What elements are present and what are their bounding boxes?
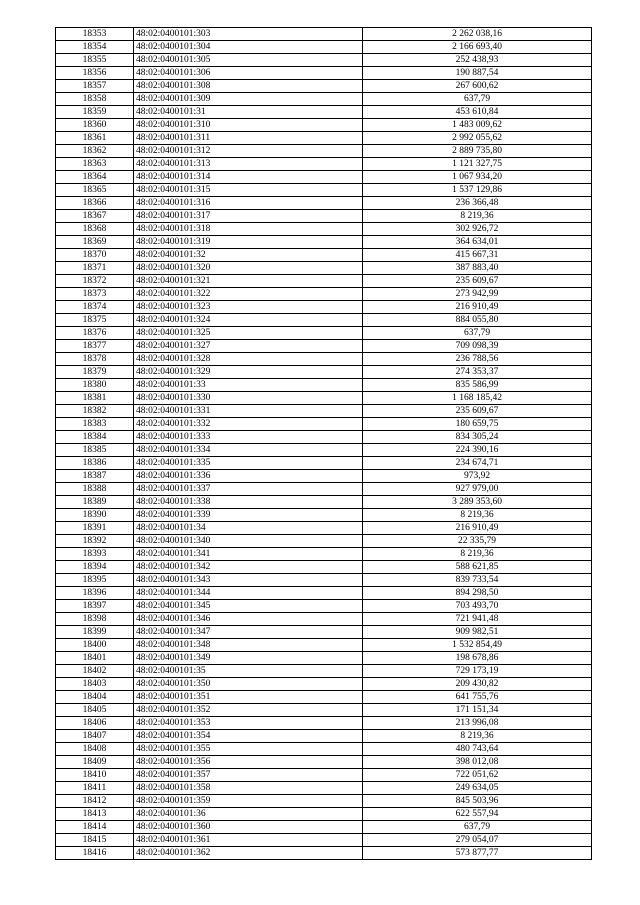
- cadastral-value: 2 992 055,62: [363, 132, 592, 145]
- table-row: [56, 496, 592, 509]
- table-row: [56, 444, 592, 457]
- cadastral-value-table: [55, 27, 592, 860]
- cadastral-value: 236 366,48: [363, 197, 592, 210]
- cadastral-number: 48:02:0400101:316: [134, 197, 363, 210]
- cadastral-number: 48:02:0400101:351: [134, 691, 363, 704]
- cadastral-number: 48:02:0400101:306: [134, 67, 363, 80]
- cadastral-value: 729 173,19: [363, 665, 592, 678]
- table-row: [56, 353, 592, 366]
- table-row: [56, 41, 592, 54]
- cadastral-value: 1 168 185,42: [363, 392, 592, 405]
- cadastral-number: 48:02:0400101:325: [134, 327, 363, 340]
- cadastral-value: 267 600,62: [363, 80, 592, 93]
- cadastral-number: 48:02:0400101:333: [134, 431, 363, 444]
- table-row: [56, 691, 592, 704]
- cadastral-number: 48:02:0400101:340: [134, 535, 363, 548]
- cadastral-number: 48:02:0400101:338: [134, 496, 363, 509]
- cadastral-value: 894 298,50: [363, 587, 592, 600]
- table-row: [56, 28, 592, 41]
- row-number: 18371: [56, 262, 134, 275]
- cadastral-value: 216 910,49: [363, 522, 592, 535]
- cadastral-value: 637,79: [363, 93, 592, 106]
- cadastral-value: 453 610,84: [363, 106, 592, 119]
- row-number: 18378: [56, 353, 134, 366]
- row-number: 18355: [56, 54, 134, 67]
- row-number: 18414: [56, 821, 134, 834]
- row-number: 18416: [56, 847, 134, 860]
- row-number: 18402: [56, 665, 134, 678]
- cadastral-number: 48:02:0400101:348: [134, 639, 363, 652]
- cadastral-value: 364 634,01: [363, 236, 592, 249]
- row-number: 18375: [56, 314, 134, 327]
- cadastral-value: 180 659,75: [363, 418, 592, 431]
- cadastral-number: 48:02:0400101:330: [134, 392, 363, 405]
- row-number: 18354: [56, 41, 134, 54]
- row-number: 18410: [56, 769, 134, 782]
- row-number: 18358: [56, 93, 134, 106]
- row-number: 18361: [56, 132, 134, 145]
- cadastral-value: 224 390,16: [363, 444, 592, 457]
- cadastral-value: 637,79: [363, 327, 592, 340]
- cadastral-value: 8 219,36: [363, 730, 592, 743]
- cadastral-number: 48:02:0400101:31: [134, 106, 363, 119]
- table-row: [56, 808, 592, 821]
- cadastral-value: 209 430,82: [363, 678, 592, 691]
- cadastral-number: 48:02:0400101:358: [134, 782, 363, 795]
- table-row: [56, 119, 592, 132]
- row-number: 18408: [56, 743, 134, 756]
- cadastral-value: 216 910,49: [363, 301, 592, 314]
- cadastral-value: 249 634,05: [363, 782, 592, 795]
- table-row: [56, 834, 592, 847]
- row-number: 18406: [56, 717, 134, 730]
- cadastral-value: 637,79: [363, 821, 592, 834]
- cadastral-number: 48:02:0400101:336: [134, 470, 363, 483]
- table-row: [56, 613, 592, 626]
- table-row: [56, 730, 592, 743]
- table-row: [56, 158, 592, 171]
- cadastral-value: 273 942,99: [363, 288, 592, 301]
- cadastral-value: 398 012,08: [363, 756, 592, 769]
- cadastral-value: 279 054,07: [363, 834, 592, 847]
- cadastral-number: 48:02:0400101:312: [134, 145, 363, 158]
- row-number: 18368: [56, 223, 134, 236]
- cadastral-number: 48:02:0400101:341: [134, 548, 363, 561]
- row-number: 18362: [56, 145, 134, 158]
- table-row: [56, 392, 592, 405]
- cadastral-number: 48:02:0400101:345: [134, 600, 363, 613]
- cadastral-number: 48:02:0400101:331: [134, 405, 363, 418]
- row-number: 18401: [56, 652, 134, 665]
- row-number: 18382: [56, 405, 134, 418]
- row-number: 18363: [56, 158, 134, 171]
- cadastral-value: 252 438,93: [363, 54, 592, 67]
- row-number: 18409: [56, 756, 134, 769]
- cadastral-number: 48:02:0400101:35: [134, 665, 363, 678]
- cadastral-number: 48:02:0400101:350: [134, 678, 363, 691]
- cadastral-number: 48:02:0400101:313: [134, 158, 363, 171]
- cadastral-number: 48:02:0400101:315: [134, 184, 363, 197]
- table-row: [56, 262, 592, 275]
- cadastral-number: 48:02:0400101:322: [134, 288, 363, 301]
- cadastral-value: 235 609,67: [363, 275, 592, 288]
- cadastral-number: 48:02:0400101:337: [134, 483, 363, 496]
- cadastral-value: 213 996,08: [363, 717, 592, 730]
- row-number: 18405: [56, 704, 134, 717]
- cadastral-value: 190 887,54: [363, 67, 592, 80]
- cadastral-number: 48:02:0400101:352: [134, 704, 363, 717]
- row-number: 18404: [56, 691, 134, 704]
- row-number: 18373: [56, 288, 134, 301]
- cadastral-value: 1 483 009,62: [363, 119, 592, 132]
- table-row: [56, 67, 592, 80]
- row-number: 18385: [56, 444, 134, 457]
- cadastral-value: 641 755,76: [363, 691, 592, 704]
- cadastral-value: 1 121 327,75: [363, 158, 592, 171]
- cadastral-value: 1 537 129,86: [363, 184, 592, 197]
- row-number: 18353: [56, 28, 134, 41]
- table-row: [56, 236, 592, 249]
- cadastral-number: 48:02:0400101:311: [134, 132, 363, 145]
- table-body: [56, 28, 592, 860]
- cadastral-number: 48:02:0400101:34: [134, 522, 363, 535]
- cadastral-value: 1 067 934,20: [363, 171, 592, 184]
- cadastral-number: 48:02:0400101:32: [134, 249, 363, 262]
- row-number: 18379: [56, 366, 134, 379]
- row-number: 18387: [56, 470, 134, 483]
- table-row: [56, 561, 592, 574]
- cadastral-number: 48:02:0400101:318: [134, 223, 363, 236]
- table-row: [56, 743, 592, 756]
- cadastral-value: 573 877,77: [363, 847, 592, 860]
- table-row: [56, 327, 592, 340]
- row-number: 18356: [56, 67, 134, 80]
- cadastral-value: 8 219,36: [363, 509, 592, 522]
- table-row: [56, 54, 592, 67]
- table-row: [56, 587, 592, 600]
- table-row: [56, 769, 592, 782]
- cadastral-number: 48:02:0400101:303: [134, 28, 363, 41]
- cadastral-number: 48:02:0400101:335: [134, 457, 363, 470]
- table-row: [56, 483, 592, 496]
- cadastral-number: 48:02:0400101:314: [134, 171, 363, 184]
- table-row: [56, 132, 592, 145]
- cadastral-number: 48:02:0400101:357: [134, 769, 363, 782]
- row-number: 18394: [56, 561, 134, 574]
- row-number: 18395: [56, 574, 134, 587]
- cadastral-value: 1 532 854,49: [363, 639, 592, 652]
- cadastral-value: 22 335,79: [363, 535, 592, 548]
- row-number: 18364: [56, 171, 134, 184]
- cadastral-number: 48:02:0400101:319: [134, 236, 363, 249]
- row-number: 18380: [56, 379, 134, 392]
- cadastral-value: 236 788,56: [363, 353, 592, 366]
- cadastral-number: 48:02:0400101:329: [134, 366, 363, 379]
- table-row: [56, 301, 592, 314]
- row-number: 18376: [56, 327, 134, 340]
- row-number: 18390: [56, 509, 134, 522]
- cadastral-value: 834 305,24: [363, 431, 592, 444]
- table-row: [56, 210, 592, 223]
- row-number: 18370: [56, 249, 134, 262]
- row-number: 18374: [56, 301, 134, 314]
- table-row: [56, 340, 592, 353]
- table-row: [56, 717, 592, 730]
- cadastral-value: 927 979,00: [363, 483, 592, 496]
- table-row: [56, 600, 592, 613]
- table-row: [56, 704, 592, 717]
- row-number: 18412: [56, 795, 134, 808]
- cadastral-value: 2 262 038,16: [363, 28, 592, 41]
- table-row: [56, 223, 592, 236]
- cadastral-number: 48:02:0400101:344: [134, 587, 363, 600]
- cadastral-value: 845 503,96: [363, 795, 592, 808]
- cadastral-value: 387 883,40: [363, 262, 592, 275]
- table-row: [56, 93, 592, 106]
- row-number: 18384: [56, 431, 134, 444]
- table-row: [56, 197, 592, 210]
- cadastral-number: 48:02:0400101:305: [134, 54, 363, 67]
- cadastral-value: 234 674,71: [363, 457, 592, 470]
- cadastral-value: 721 941,48: [363, 613, 592, 626]
- cadastral-number: 48:02:0400101:334: [134, 444, 363, 457]
- row-number: 18389: [56, 496, 134, 509]
- cadastral-number: 48:02:0400101:339: [134, 509, 363, 522]
- cadastral-number: 48:02:0400101:359: [134, 795, 363, 808]
- cadastral-number: 48:02:0400101:360: [134, 821, 363, 834]
- table-row: [56, 782, 592, 795]
- table-row: [56, 405, 592, 418]
- table-row: [56, 665, 592, 678]
- table-row: [56, 249, 592, 262]
- cadastral-value: 415 667,31: [363, 249, 592, 262]
- table-row: [56, 626, 592, 639]
- cadastral-number: 48:02:0400101:327: [134, 340, 363, 353]
- cadastral-number: 48:02:0400101:332: [134, 418, 363, 431]
- cadastral-value: 884 055,80: [363, 314, 592, 327]
- row-number: 18386: [56, 457, 134, 470]
- table-row: [56, 314, 592, 327]
- row-number: 18396: [56, 587, 134, 600]
- cadastral-value: 839 733,54: [363, 574, 592, 587]
- row-number: 18411: [56, 782, 134, 795]
- row-number: 18365: [56, 184, 134, 197]
- table-row: [56, 756, 592, 769]
- cadastral-number: 48:02:0400101:308: [134, 80, 363, 93]
- cadastral-number: 48:02:0400101:347: [134, 626, 363, 639]
- row-number: 18369: [56, 236, 134, 249]
- table-row: [56, 535, 592, 548]
- cadastral-number: 48:02:0400101:361: [134, 834, 363, 847]
- row-number: 18400: [56, 639, 134, 652]
- cadastral-value: 8 219,36: [363, 548, 592, 561]
- cadastral-number: 48:02:0400101:355: [134, 743, 363, 756]
- row-number: 18377: [56, 340, 134, 353]
- table-row: [56, 379, 592, 392]
- cadastral-number: 48:02:0400101:342: [134, 561, 363, 574]
- cadastral-number: 48:02:0400101:321: [134, 275, 363, 288]
- row-number: 18399: [56, 626, 134, 639]
- cadastral-value: 302 926,72: [363, 223, 592, 236]
- cadastral-number: 48:02:0400101:328: [134, 353, 363, 366]
- table-row: [56, 431, 592, 444]
- row-number: 18372: [56, 275, 134, 288]
- table-row: [56, 171, 592, 184]
- row-number: 18403: [56, 678, 134, 691]
- row-number: 18407: [56, 730, 134, 743]
- cadastral-number: 48:02:0400101:346: [134, 613, 363, 626]
- row-number: 18359: [56, 106, 134, 119]
- cadastral-value: 274 353,37: [363, 366, 592, 379]
- table-row: [56, 470, 592, 483]
- row-number: 18383: [56, 418, 134, 431]
- cadastral-number: 48:02:0400101:349: [134, 652, 363, 665]
- cadastral-number: 48:02:0400101:309: [134, 93, 363, 106]
- cadastral-value: 909 982,51: [363, 626, 592, 639]
- table-row: [56, 509, 592, 522]
- table-row: [56, 145, 592, 158]
- cadastral-value: 973,92: [363, 470, 592, 483]
- cadastral-number: 48:02:0400101:324: [134, 314, 363, 327]
- table-row: [56, 639, 592, 652]
- cadastral-value: 2 889 735,80: [363, 145, 592, 158]
- table-row: [56, 418, 592, 431]
- table-row: [56, 678, 592, 691]
- row-number: 18413: [56, 808, 134, 821]
- table-row: [56, 821, 592, 834]
- cadastral-value: 480 743,64: [363, 743, 592, 756]
- cadastral-value: 709 098,39: [363, 340, 592, 353]
- row-number: 18366: [56, 197, 134, 210]
- cadastral-number: 48:02:0400101:343: [134, 574, 363, 587]
- row-number: 18393: [56, 548, 134, 561]
- cadastral-value: 3 289 353,60: [363, 496, 592, 509]
- cadastral-number: 48:02:0400101:304: [134, 41, 363, 54]
- table-row: [56, 522, 592, 535]
- table-row: [56, 366, 592, 379]
- row-number: 18415: [56, 834, 134, 847]
- cadastral-value: 703 493,70: [363, 600, 592, 613]
- cadastral-number: 48:02:0400101:354: [134, 730, 363, 743]
- cadastral-value: 622 557,94: [363, 808, 592, 821]
- row-number: 18367: [56, 210, 134, 223]
- table-row: [56, 652, 592, 665]
- cadastral-number: 48:02:0400101:317: [134, 210, 363, 223]
- cadastral-number: 48:02:0400101:310: [134, 119, 363, 132]
- table-row: [56, 847, 592, 860]
- row-number: 18360: [56, 119, 134, 132]
- table-row: [56, 275, 592, 288]
- cadastral-number: 48:02:0400101:33: [134, 379, 363, 392]
- cadastral-value: 198 678,86: [363, 652, 592, 665]
- table-row: [56, 80, 592, 93]
- row-number: 18397: [56, 600, 134, 613]
- table-row: [56, 795, 592, 808]
- table-row: [56, 548, 592, 561]
- cadastral-value: 835 586,99: [363, 379, 592, 392]
- cadastral-number: 48:02:0400101:356: [134, 756, 363, 769]
- cadastral-number: 48:02:0400101:320: [134, 262, 363, 275]
- row-number: 18388: [56, 483, 134, 496]
- cadastral-value: 588 621,85: [363, 561, 592, 574]
- cadastral-value: 235 609,67: [363, 405, 592, 418]
- cadastral-value: 722 051,62: [363, 769, 592, 782]
- cadastral-value: 2 166 693,40: [363, 41, 592, 54]
- table-row: [56, 457, 592, 470]
- cadastral-number: 48:02:0400101:353: [134, 717, 363, 730]
- cadastral-value: 8 219,36: [363, 210, 592, 223]
- row-number: 18381: [56, 392, 134, 405]
- row-number: 18357: [56, 80, 134, 93]
- row-number: 18391: [56, 522, 134, 535]
- table-row: [56, 106, 592, 119]
- cadastral-number: 48:02:0400101:36: [134, 808, 363, 821]
- cadastral-number: 48:02:0400101:362: [134, 847, 363, 860]
- row-number: 18392: [56, 535, 134, 548]
- table-row: [56, 574, 592, 587]
- cadastral-value: 171 151,34: [363, 704, 592, 717]
- cadastral-number: 48:02:0400101:323: [134, 301, 363, 314]
- table-row: [56, 288, 592, 301]
- row-number: 18398: [56, 613, 134, 626]
- table-row: [56, 184, 592, 197]
